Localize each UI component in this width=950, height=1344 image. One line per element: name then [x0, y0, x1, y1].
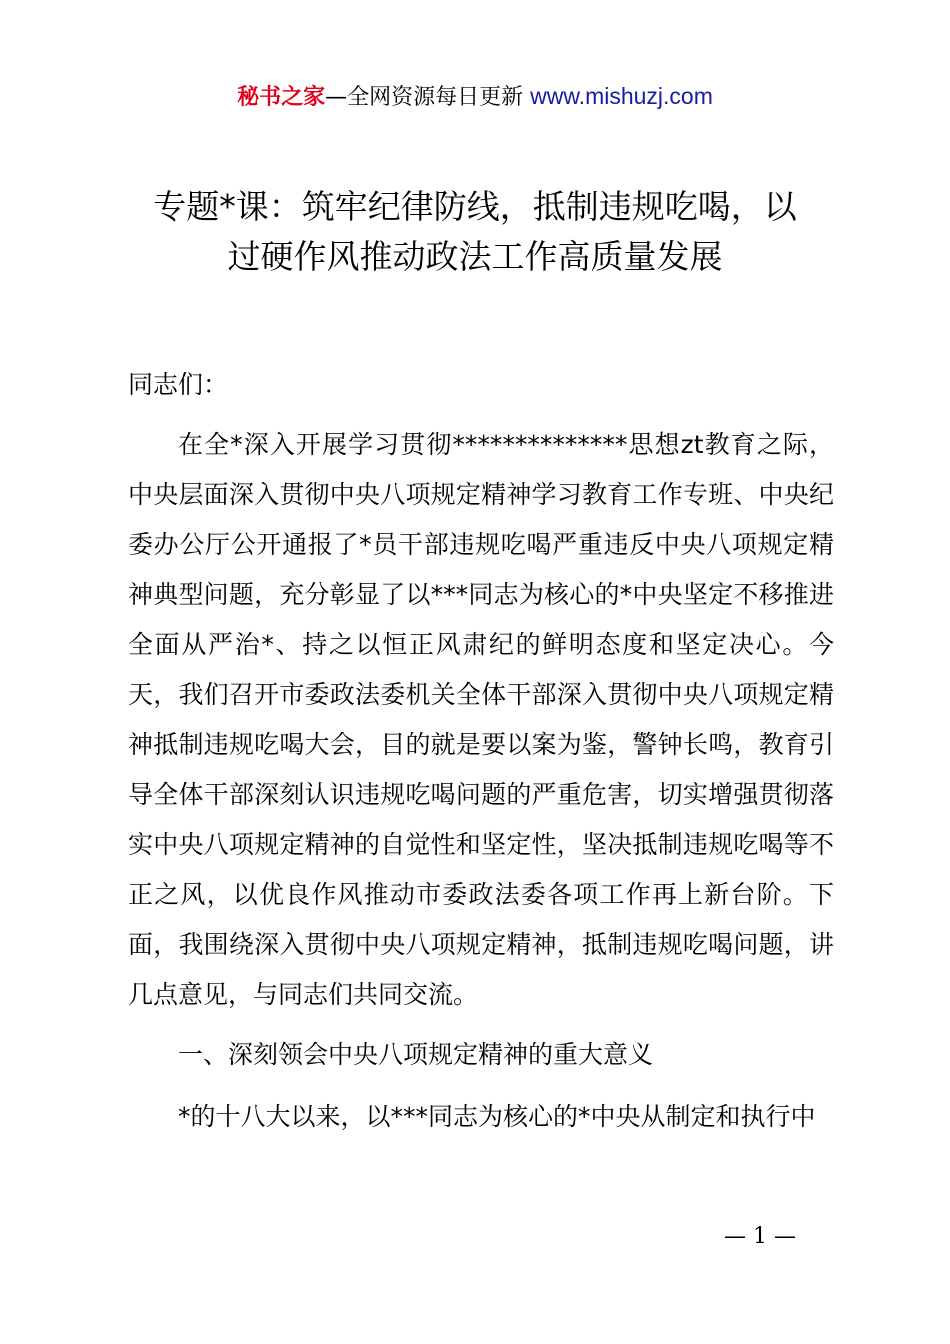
header-tagline: —全网资源每日更新: [325, 85, 531, 110]
page-number: — 1 —: [724, 1224, 796, 1249]
title-line-2: 过硬作风推动政法工作高质量发展: [227, 237, 723, 276]
document-title: [100, 182, 850, 282]
site-header: [0, 80, 950, 114]
section-heading-1: 一、深刻领会中央八项规定精神的重大意义: [178, 1040, 654, 1069]
paragraph-1: 在全*深入开展学习贯彻**************思想zt教育之际，中央层面深入贯彻中央八项规定精神学习教育工作专班、中央纪委办公厅公开通报了*员干部违规吃喝严重违反中央八项规定精神典型问题，充分彰显了以***同志为核心的*中央坚定不移推进全面从严治*、持之以恒正风肃纪的鲜明态度和坚定决心。今天，我们召开市委政法委机关全体干部深入贯彻中央八项规定精神抵制违规吃喝大会，目的就是要以案为鉴，警钟长鸣，教育引导全体干部深刻认识违规吃喝问题的严重危害，切实增强贯彻落实中央八项规定精神的自觉性和坚定性，坚决抵制违规吃喝等不正之风，以优良作风推动市委政法委各项工作再上新台阶。下面，我围绕深入贯彻中央八项规定精神，抵制违规吃喝问题，讲几点意见，与同志们共同交流。: [128, 430, 834, 1009]
title-line-1: 专题*课：筑牢纪律防线，抵制违规吃喝，以: [153, 187, 797, 226]
brand-name: 秘书之家: [237, 85, 326, 110]
paragraph-2: *的十八大以来，以***同志为核心的*中央从制定和执行中: [178, 1102, 816, 1131]
greeting: 同志们：: [128, 370, 229, 399]
site-url[interactable]: www.mishuzj.com: [530, 83, 713, 109]
